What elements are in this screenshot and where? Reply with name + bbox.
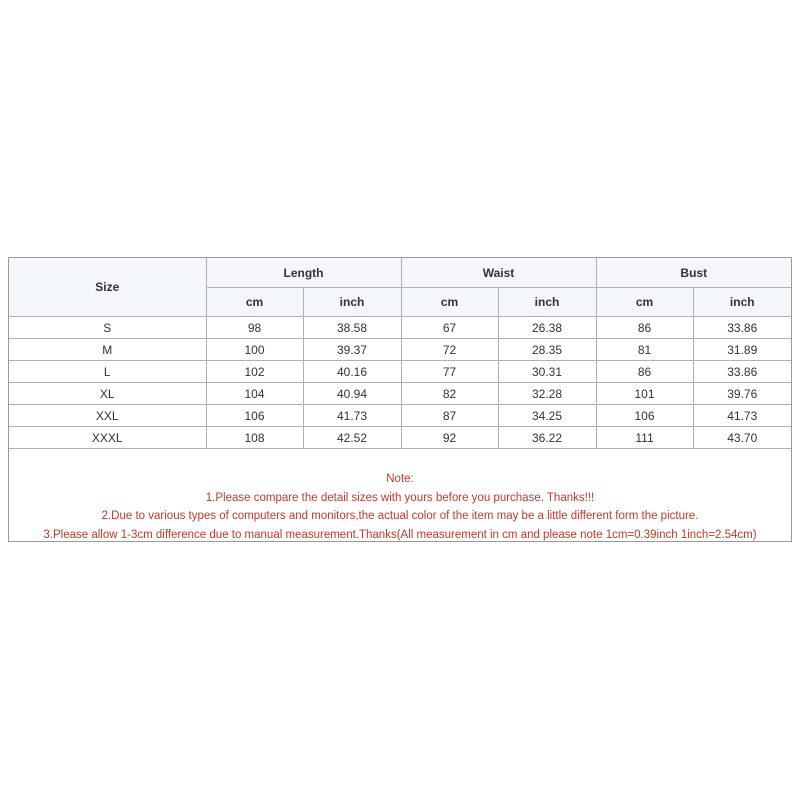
waist-cm-cell: 87 [401, 405, 498, 427]
bust-cm-cell: 111 [596, 427, 693, 449]
table-row [9, 405, 791, 427]
bust-cm-cell: 106 [596, 405, 693, 427]
bust-inch-cell: 33.86 [693, 317, 791, 339]
waist-cm-cell: 82 [401, 383, 498, 405]
waist-inch-cell: 36.22 [498, 427, 596, 449]
length-inch-cell: 41.73 [303, 405, 401, 427]
waist-inch-cell: 30.31 [498, 361, 596, 383]
waist-inch-cell: 32.28 [498, 383, 596, 405]
length-group-header: Length [206, 258, 401, 288]
bust-inch-header: inch [693, 288, 791, 317]
size-cell: XXL [9, 405, 206, 427]
size-chart [8, 257, 792, 542]
size-cell: M [9, 339, 206, 361]
bust-cm-cell: 81 [596, 339, 693, 361]
bust-cm-header: cm [596, 288, 693, 317]
length-cm-cell: 98 [206, 317, 303, 339]
waist-cm-header: cm [401, 288, 498, 317]
table-row [9, 361, 791, 383]
length-cm-cell: 102 [206, 361, 303, 383]
bust-inch-cell: 41.73 [693, 405, 791, 427]
bust-inch-cell: 43.70 [693, 427, 791, 449]
notes-section [9, 470, 791, 544]
waist-cm-cell: 67 [401, 317, 498, 339]
length-inch-cell: 40.16 [303, 361, 401, 383]
size-table [9, 258, 791, 449]
table-row [9, 383, 791, 405]
notes-title: Note: [386, 473, 414, 485]
size-column-header: Size [9, 258, 206, 317]
length-inch-cell: 40.94 [303, 383, 401, 405]
length-inch-cell: 38.58 [303, 317, 401, 339]
bust-group-header: Bust [596, 258, 791, 288]
bust-cm-cell: 86 [596, 361, 693, 383]
length-cm-header: cm [206, 288, 303, 317]
note-line: 3.Please allow 1-3cm difference due to manual measurement.Thanks(All measurement in cm and please note 1cm=0.39inch 1inch=2.54cm) [43, 528, 757, 541]
length-cm-cell: 104 [206, 383, 303, 405]
waist-cm-cell: 92 [401, 427, 498, 449]
note-line: 2.Due to various types of computers and monitors,the actual color of the item may be a little different form the picture. [101, 510, 699, 522]
waist-group-header: Waist [401, 258, 596, 288]
bust-inch-cell: 39.76 [693, 383, 791, 405]
waist-inch-header: inch [498, 288, 596, 317]
bust-cm-cell: 86 [596, 317, 693, 339]
length-cm-cell: 100 [206, 339, 303, 361]
table-row [9, 317, 791, 339]
length-inch-cell: 42.52 [303, 427, 401, 449]
size-cell: S [9, 317, 206, 339]
note-line: 1.Please compare the detail sizes with yours before you purchase. Thanks!!! [205, 491, 595, 504]
waist-cm-cell: 77 [401, 361, 498, 383]
table-row [9, 339, 791, 361]
bust-inch-cell: 31.89 [693, 339, 791, 361]
length-cm-cell: 108 [206, 427, 303, 449]
length-inch-header: inch [303, 288, 401, 317]
waist-inch-cell: 34.25 [498, 405, 596, 427]
length-cm-cell: 106 [206, 405, 303, 427]
bust-inch-cell: 33.86 [693, 361, 791, 383]
header-row-groups [9, 258, 791, 288]
size-cell: XXXL [9, 427, 206, 449]
size-cell: XL [9, 383, 206, 405]
length-inch-cell: 39.37 [303, 339, 401, 361]
waist-cm-cell: 72 [401, 339, 498, 361]
table-row [9, 427, 791, 449]
bust-cm-cell: 101 [596, 383, 693, 405]
waist-inch-cell: 26.38 [498, 317, 596, 339]
size-cell: L [9, 361, 206, 383]
waist-inch-cell: 28.35 [498, 339, 596, 361]
